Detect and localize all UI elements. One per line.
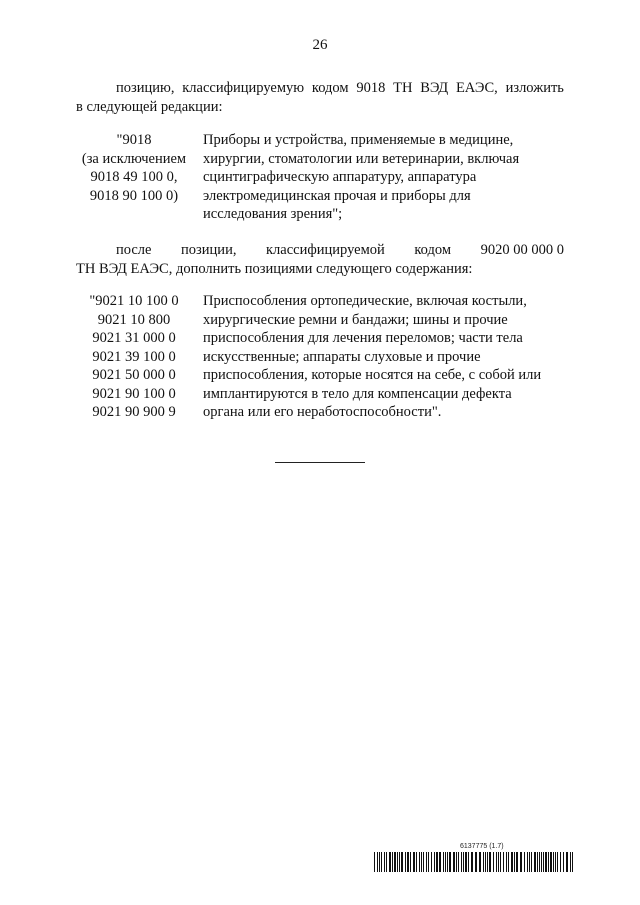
p2-word: классифицируемой bbox=[266, 242, 385, 258]
p1-word: ЕАЭС, bbox=[455, 80, 498, 96]
p2-word: кодом bbox=[414, 242, 452, 258]
description-line: электромедицинская прочая и приборы для bbox=[203, 187, 471, 204]
code-line: "9018 bbox=[116, 132, 152, 148]
description-line: Приборы и устройства, применяемые в медицине, bbox=[203, 132, 514, 148]
paragraph1-line1 bbox=[116, 79, 564, 97]
block2-codes bbox=[72, 292, 196, 422]
p1-word: кодом bbox=[311, 80, 349, 96]
p1-word: позицию, bbox=[116, 80, 175, 96]
code-line: 9021 39 100 0 bbox=[92, 348, 176, 365]
separator-line bbox=[275, 462, 365, 463]
block1-description bbox=[203, 131, 519, 224]
description-line: приспособления, которые носятся на себе, с собой или bbox=[203, 367, 542, 383]
block2-description bbox=[203, 292, 541, 422]
code-line: 9021 50 000 0 bbox=[92, 367, 176, 383]
code-line: (за исключением bbox=[81, 150, 187, 167]
p1-word: ВЭД bbox=[420, 80, 449, 96]
description-line: Приспособления ортопедические, включая костыли, bbox=[203, 293, 527, 309]
document-id: 6137775 (1.7) bbox=[460, 843, 504, 850]
p2-word: позиции, bbox=[181, 242, 237, 258]
block1-codes bbox=[72, 131, 196, 205]
description-line: хирургические ремни и бандажи; шины и прочие bbox=[203, 311, 508, 328]
code-line: 9021 90 900 9 bbox=[92, 404, 176, 420]
description-line: приспособления для лечения переломов; части тела bbox=[203, 330, 523, 346]
page-number: 26 bbox=[312, 37, 328, 53]
description-line: органа или его неработоспособности". bbox=[203, 404, 442, 420]
p1-word: ТН bbox=[393, 80, 413, 96]
code-line: "9021 10 100 0 bbox=[89, 293, 179, 309]
p1-word: классифицируемую bbox=[182, 80, 305, 96]
paragraph2-line2: ТН ВЭД ЕАЭС, дополнить позициями следующего содержания: bbox=[76, 261, 473, 277]
code-line: 9021 10 800 bbox=[97, 311, 171, 328]
paragraph2-line1 bbox=[116, 241, 564, 259]
p2-word: 9020 00 000 0 bbox=[480, 242, 564, 258]
p1-word: изложить bbox=[505, 80, 564, 96]
p2-word: после bbox=[116, 242, 152, 258]
description-line: имплантируются в тело для компенсации дефекта bbox=[203, 385, 512, 402]
description-line: хирургии, стоматологии или ветеринарии, включая bbox=[203, 150, 520, 167]
description-line: сцинтиграфическую аппаратуру, аппаратура bbox=[203, 169, 477, 185]
code-line: 9018 49 100 0, bbox=[90, 169, 178, 185]
code-line: 9021 31 000 0 bbox=[92, 330, 176, 346]
description-line: исследования зрения"; bbox=[203, 206, 343, 222]
description-line: искусственные; аппараты слуховые и прочие bbox=[203, 348, 481, 365]
barcode-icon bbox=[374, 852, 576, 872]
paragraph1-line2: в следующей редакции: bbox=[76, 99, 223, 115]
code-line: 9018 90 100 0) bbox=[89, 187, 179, 204]
p1-word: 9018 bbox=[356, 80, 386, 96]
code-line: 9021 90 100 0 bbox=[92, 385, 176, 402]
